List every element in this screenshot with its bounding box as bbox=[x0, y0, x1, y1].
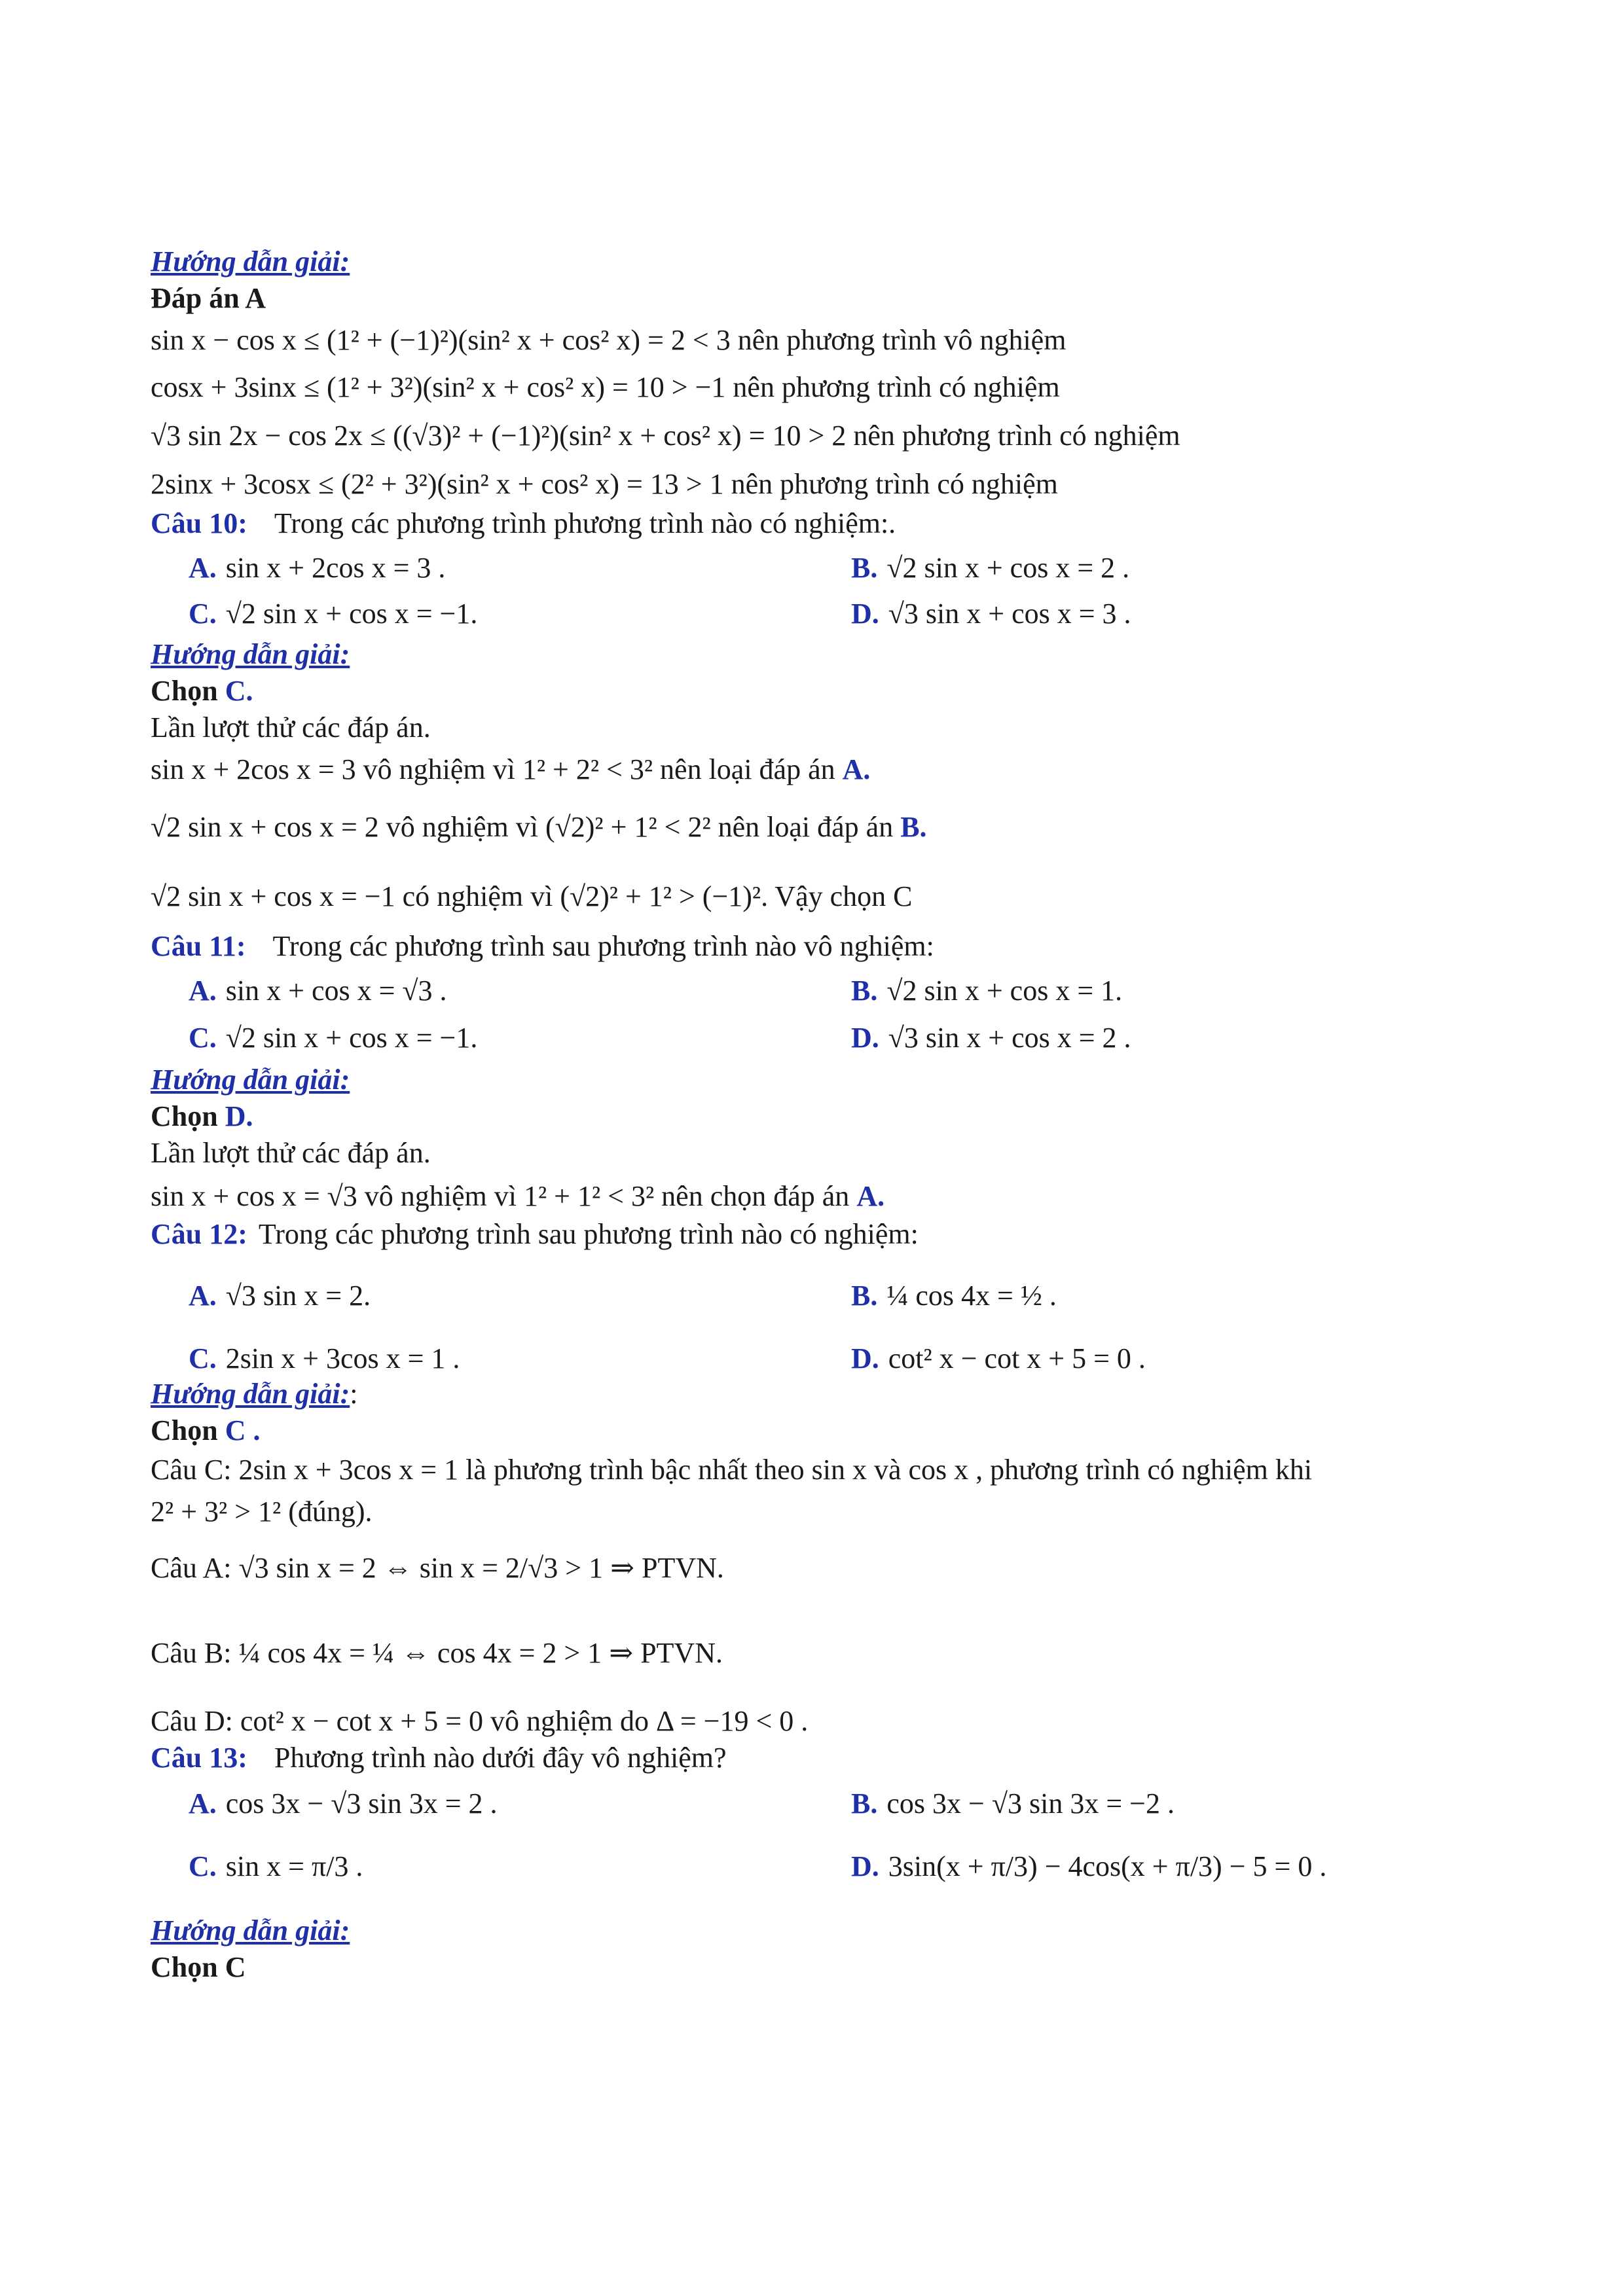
option-a: A. √3 sin x = 2. bbox=[189, 1280, 371, 1312]
question-text: Trong các phương trình sau phương trình nào vô nghiệm: bbox=[272, 930, 934, 962]
option-a: A. cos 3x − √3 sin 3x = 2 . bbox=[189, 1787, 498, 1820]
solution-heading: Hướng dẫn giải: bbox=[151, 638, 350, 670]
solution-heading: Hướng dẫn giải: bbox=[151, 245, 350, 278]
solution-line: √3 sin 2x − cos 2x ≤ ((√3)² + (−1)²)(sin² x + cos² x) = 10 > 2 nên phương trình có nghiệm bbox=[151, 420, 1180, 452]
option-b: B. √2 sin x + cos x = 2 . bbox=[851, 552, 1130, 584]
option-a: A. sin x + cos x = √3 . bbox=[189, 975, 447, 1007]
option-d: D. 3sin(x + π/3) − 4cos(x + π/3) − 5 = 0 . bbox=[851, 1850, 1327, 1882]
question-10 bbox=[151, 504, 896, 543]
question-text: Trong các phương trình sau phương trình nào có nghiệm: bbox=[258, 1218, 919, 1250]
option-d: D. √3 sin x + cos x = 2 . bbox=[851, 1022, 1131, 1054]
question-text: Trong các phương trình phương trình nào có nghiệm:. bbox=[274, 507, 896, 539]
solution-line: Câu B: ¼ cos 4x = ¼ ⇔ cos 4x = 2 > 1 ⇒ PTVN. bbox=[151, 1637, 723, 1669]
solution-line: Lần lượt thử các đáp án. bbox=[151, 1137, 431, 1169]
solution-line: sin x − cos x ≤ (1² + (−1)²)(sin² x + cos² x) = 2 < 3 nên phương trình vô nghiệm bbox=[151, 324, 1067, 356]
solution-line: Câu C: 2sin x + 3cos x = 1 là phương trình bậc nhất theo sin x và cos x , phương trình có nghiệm khi bbox=[151, 1454, 1313, 1486]
option-c: C. sin x = π/3 . bbox=[189, 1850, 363, 1882]
question-13 bbox=[151, 1738, 727, 1778]
choose-line: Chọn D. bbox=[151, 1100, 253, 1132]
choose-line: Chọn C . bbox=[151, 1414, 261, 1446]
option-c: C. 2sin x + 3cos x = 1 . bbox=[189, 1342, 460, 1374]
question-label: Câu 10: bbox=[151, 507, 247, 539]
solution-line: Câu A: √3 sin x = 2 ⇔ sin x = 2/√3 > 1 ⇒ PTVN. bbox=[151, 1552, 724, 1584]
option-b: B. ¼ cos 4x = ½ . bbox=[851, 1280, 1057, 1312]
solution-heading: Hướng dẫn giải: bbox=[151, 1914, 350, 1946]
question-12 bbox=[151, 1215, 919, 1254]
question-text: Phương trình nào dưới đây vô nghiệm? bbox=[274, 1742, 727, 1774]
question-11 bbox=[151, 927, 934, 966]
option-d: D. cot² x − cot x + 5 = 0 . bbox=[851, 1342, 1146, 1374]
solution-heading: Hướng dẫn giải: bbox=[151, 1378, 350, 1410]
solution-line: sin x + 2cos x = 3 vô nghiệm vì 1² + 2² < 3² nên loại đáp án A. bbox=[151, 753, 871, 785]
solution-line: cosx + 3sinx ≤ (1² + 3²)(sin² x + cos² x) = 10 > −1 nên phương trình có nghiệm bbox=[151, 371, 1060, 403]
option-a: A. sin x + 2cos x = 3 . bbox=[189, 552, 446, 584]
option-c: C. √2 sin x + cos x = −1. bbox=[189, 598, 478, 630]
option-b: B. √2 sin x + cos x = 1. bbox=[851, 975, 1123, 1007]
solution-line: Câu D: cot² x − cot x + 5 = 0 vô nghiệm do Δ = −19 < 0 . bbox=[151, 1705, 809, 1737]
option-b: B. cos 3x − √3 sin 3x = −2 . bbox=[851, 1787, 1175, 1820]
solution-line: Lần lượt thử các đáp án. bbox=[151, 711, 431, 744]
choose-line: Chọn C. bbox=[151, 675, 253, 707]
solution-heading-row: Hướng dẫn giải:: bbox=[151, 1378, 358, 1410]
question-label: Câu 13: bbox=[151, 1742, 247, 1774]
question-label: Câu 11: bbox=[151, 930, 246, 962]
question-label: Câu 12: bbox=[151, 1218, 247, 1250]
solution-heading: Hướng dẫn giải: bbox=[151, 1064, 350, 1096]
solution-line: 2² + 3² > 1² (đúng). bbox=[151, 1496, 373, 1528]
choose-line: Chọn C bbox=[151, 1951, 246, 1983]
solution-line: √2 sin x + cos x = −1 có nghiệm vì (√2)² + 1² > (−1)². Vậy chọn C bbox=[151, 880, 913, 912]
option-c: C. √2 sin x + cos x = −1. bbox=[189, 1022, 478, 1054]
answer-line: Đáp án A bbox=[151, 282, 266, 314]
solution-line: 2sinx + 3cosx ≤ (2² + 3²)(sin² x + cos² x) = 13 > 1 nên phương trình có nghiệm bbox=[151, 468, 1058, 500]
solution-line: √2 sin x + cos x = 2 vô nghiệm vì (√2)² + 1² < 2² nên loại đáp án B. bbox=[151, 811, 927, 843]
solution-line: sin x + cos x = √3 vô nghiệm vì 1² + 1² < 3² nên chọn đáp án A. bbox=[151, 1180, 885, 1212]
option-d: D. √3 sin x + cos x = 3 . bbox=[851, 598, 1131, 630]
